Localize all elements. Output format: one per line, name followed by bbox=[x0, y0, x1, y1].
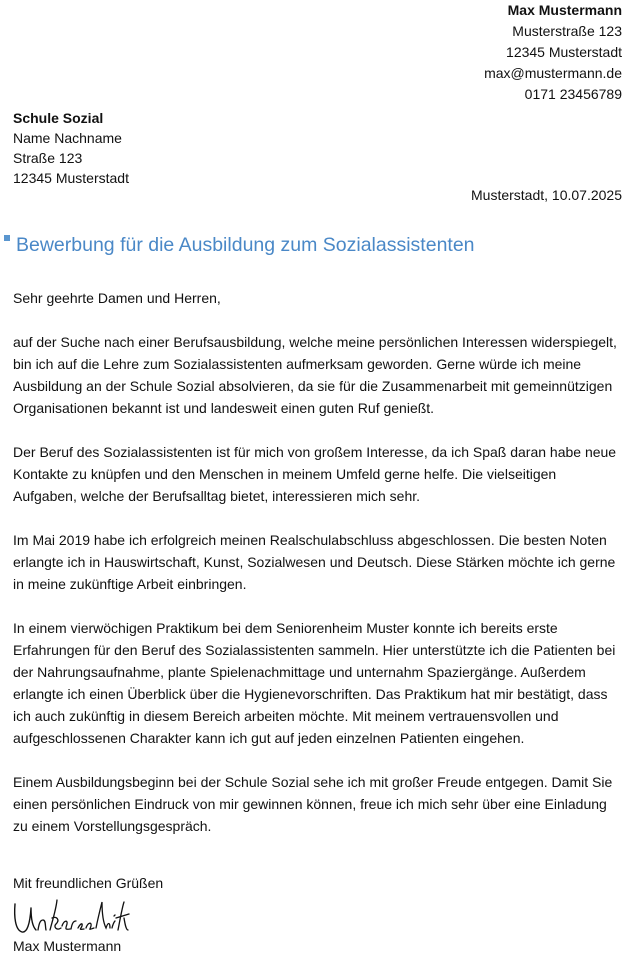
sender-phone: 0171 23456789 bbox=[524, 86, 622, 102]
letter-subject: Bewerbung für die Ausbildung zum Sozialassistenten bbox=[16, 234, 475, 256]
signature-text bbox=[0, 0, 1, 1]
signature-name: Max Mustermann bbox=[13, 938, 122, 954]
letter-body bbox=[13, 287, 619, 859]
recipient-city: 12345 Musterstadt bbox=[13, 170, 129, 186]
sender-name: Max Mustermann bbox=[507, 2, 622, 18]
recipient-contact: Name Nachname bbox=[13, 130, 122, 146]
recipient-block bbox=[13, 108, 129, 188]
sender-street: Musterstraße 123 bbox=[512, 23, 622, 39]
body-paragraph: Einem Ausbildungsbeginn bei der Schule Sozial sehe ich mit großer Freude entgegen. Damit Sie einen persönlichen Eindruck von mir gewinnen können, freue ich mich sehr über eine Einladung zu einem Vorstellungsgespräch. bbox=[13, 774, 613, 834]
recipient-school: Schule Sozial bbox=[13, 110, 104, 126]
sender-block bbox=[484, 0, 622, 105]
sender-city: 12345 Musterstadt bbox=[506, 44, 622, 60]
body-paragraph: Der Beruf des Sozialassistenten ist für mich von großem Interesse, da ich Spaß daran habe neue Kontakte zu knüpfen und den Menschen in meinem Umfeld gerne helfe. Die vielseitigen Aufgaben, welche der Berufsalltag bietet, interessieren mich sehr. bbox=[13, 444, 617, 504]
body-paragraph: auf der Suche nach einer Berufsausbildung, welche meine persönlichen Interessen widerspiegelt, bin ich auf die Lehre zum Sozialassistenten aufmerksam geworden. Gerne würde ich meine Ausbildung an der Schule Sozial absolvieren, da sie für die Zusammenarbeit mit gemeinnützigen Organisationen bekannt ist und landesweit einen guten Ruf genießt. bbox=[13, 334, 617, 416]
letter-closing: Mit freundlichen Grüßen bbox=[13, 875, 164, 891]
letter-date: Musterstadt, 10.07.2025 bbox=[471, 187, 622, 203]
body-paragraph: Im Mai 2019 habe ich erfolgreich meinen Realschulabschluss abgeschlossen. Die besten Noten erlangte ich in Hauswirtschaft, Kunst, Sozialwesen und Deutsch. Diese Stärken möchte ich gerne in meine zukünftige Arbeit einbringen. bbox=[13, 532, 616, 592]
body-paragraph: In einem vierwöchigen Praktikum bei dem Seniorenheim Muster konnte ich bereits erste Erfahrungen für den Beruf des Sozialassistenten sammeln. Hier unterstützte ich die Patienten bei der Nahrungsaufnahme, plante Spielenachmittage und unternahm Spaziergänge. Außerdem erlangte ich einen Überblick über die Hygienevorschriften. Das Praktikum hat mir bestätigt, dass ich auch zukünftig in diesem Bereich arbeiten möchte. Mit meinem vertrauensvollen und aufgeschlossenen Charakter kann ich gut auf jeden einzelnen Patienten eingehen. bbox=[13, 620, 616, 746]
recipient-street: Straße 123 bbox=[13, 150, 83, 166]
letter-greeting: Sehr geehrte Damen und Herren, bbox=[13, 290, 221, 306]
handwritten-signature bbox=[12, 896, 132, 938]
sender-email: max@mustermann.de bbox=[484, 65, 622, 81]
subject-marker bbox=[4, 235, 10, 241]
